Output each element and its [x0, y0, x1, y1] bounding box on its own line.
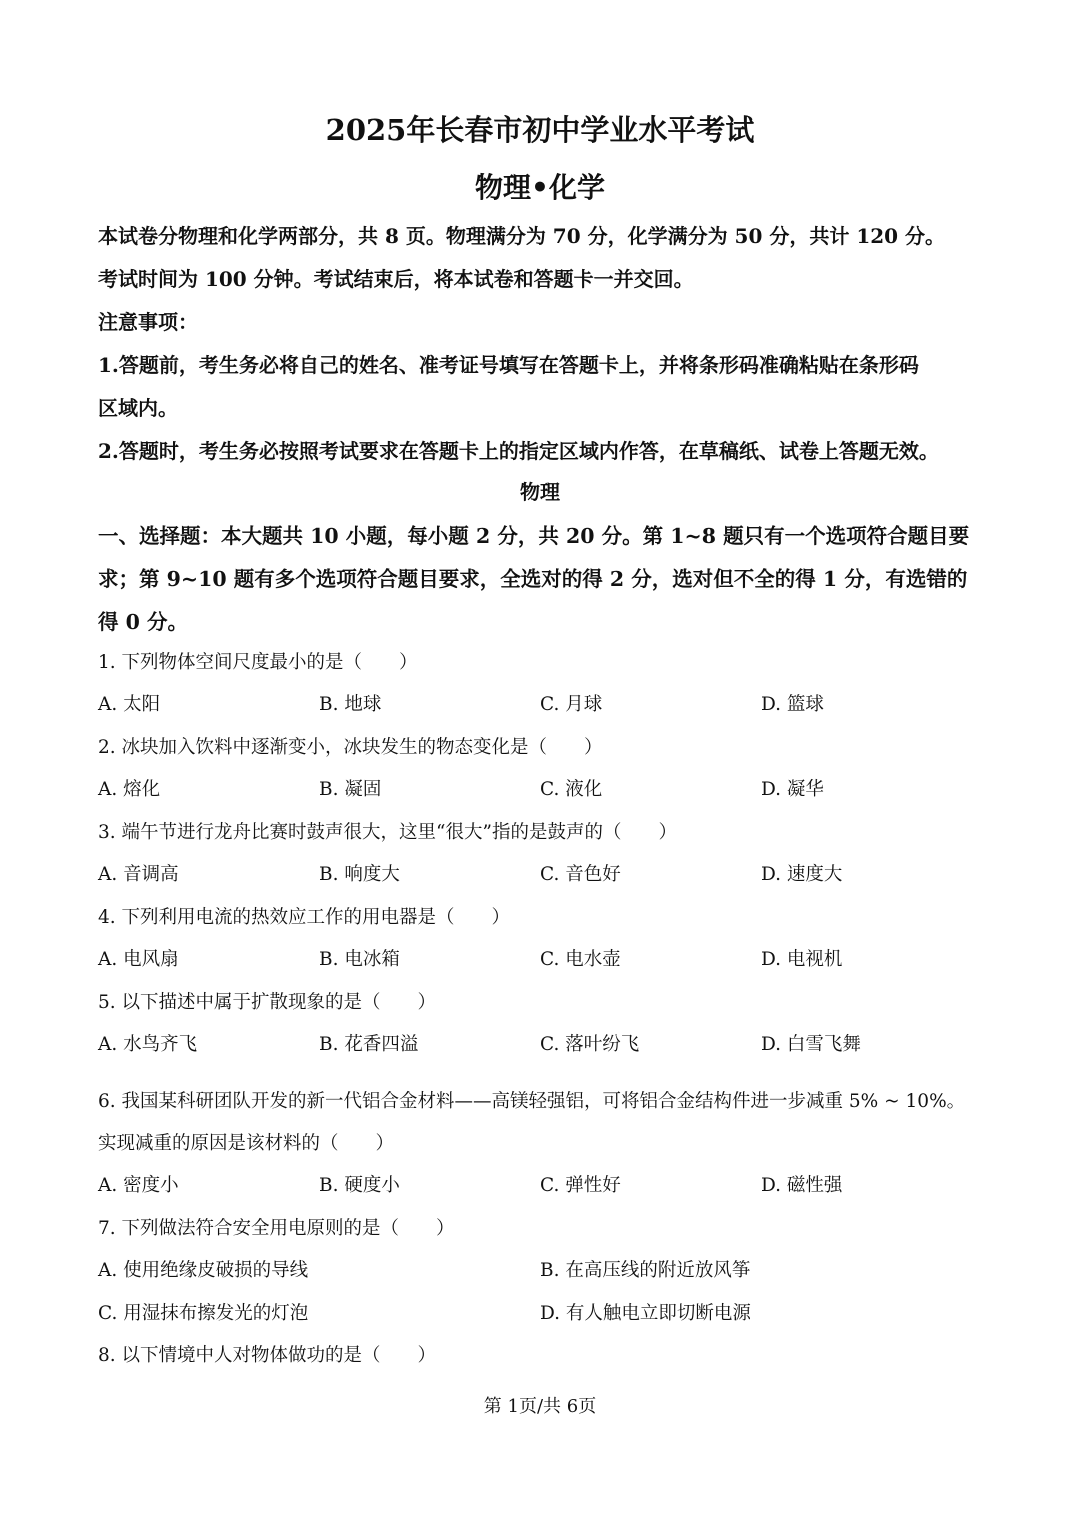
question-5-option-c: C. 落叶纷飞	[540, 1034, 640, 1055]
question-1-stem: 1. 下列物体空间尺度最小的是（ ）	[98, 652, 418, 673]
question-2-option-d: D. 凝华	[761, 779, 824, 800]
question-3-option-a: A. 音调高	[98, 864, 179, 885]
question-1-option-d: D. 篮球	[761, 694, 824, 715]
question-6-stem-line-1: 6. 我国某科研团队开发的新一代铝合金材料——高镁轻强铝，可将铝合金结构件进一步减重 5% ~ 10%。	[98, 1091, 966, 1112]
question-7-stem: 7. 下列做法符合安全用电原则的是（ ）	[98, 1218, 455, 1239]
question-5-option-b: B. 花香四溢	[319, 1034, 419, 1055]
section-heading: 物理	[520, 480, 560, 504]
question-6-option-a: A. 密度小	[98, 1175, 179, 1196]
question-6-stem-line-2: 实现减重的原因是该材料的（ ）	[98, 1133, 395, 1154]
question-4-option-a: A. 电风扇	[98, 949, 179, 970]
notice-2: 2.答题时，考生务必按照考试要求在答题卡上的指定区域内作答，在草稿纸、试卷上答题无效。	[98, 439, 939, 463]
question-5-option-d: D. 白雪飞舞	[761, 1034, 861, 1055]
notice-heading: 注意事项：	[98, 310, 198, 334]
question-3-option-d: D. 速度大	[761, 864, 843, 885]
question-3-option-b: B. 响度大	[319, 864, 400, 885]
question-7-option-c: C. 用湿抹布擦发光的灯泡	[98, 1303, 309, 1324]
question-1-option-b: B. 地球	[319, 694, 382, 715]
notice-1-line-1: 1.答题前，考生务必将自己的姓名、准考证号填写在答题卡上，并将条形码准确粘贴在条形码	[98, 353, 919, 377]
question-7-option-d: D. 有人触电立即切断电源	[540, 1303, 751, 1324]
exam-title: 2025年长春市初中学业水平考试	[325, 113, 755, 147]
question-3-option-c: C. 音色好	[540, 864, 621, 885]
notice-1-line-2: 区域内。	[98, 396, 178, 420]
question-7-option-a: A. 使用绝缘皮破损的导线	[98, 1260, 309, 1281]
part-1-instructions-line-3: 得 0 分。	[98, 610, 189, 634]
question-4-option-d: D. 电视机	[761, 949, 843, 970]
question-1-option-c: C. 月球	[540, 694, 603, 715]
question-4-stem: 4. 下列利用电流的热效应工作的用电器是（ ）	[98, 907, 511, 928]
intro-line-1: 本试卷分物理和化学两部分，共 8 页。物理满分为 70 分，化学满分为 50 分，共计 120 分。	[98, 224, 946, 248]
question-6-option-c: C. 弹性好	[540, 1175, 621, 1196]
page-number: 第 1页/共 6页	[483, 1396, 597, 1417]
question-1-option-a: A. 太阳	[98, 694, 161, 715]
question-4-option-b: B. 电冰箱	[319, 949, 400, 970]
question-3-stem: 3. 端午节进行龙舟比赛时鼓声很大，这里“很大”指的是鼓声的（ ）	[98, 822, 677, 843]
question-7-option-b: B. 在高压线的附近放风筝	[540, 1260, 751, 1281]
question-6-option-b: B. 硬度小	[319, 1175, 400, 1196]
question-2-option-c: C. 液化	[540, 779, 603, 800]
exam-subtitle: 物理•化学	[475, 171, 605, 204]
question-8-stem: 8. 以下情境中人对物体做功的是（ ）	[98, 1345, 437, 1366]
part-1-instructions-line-2: 求；第 9~10 题有多个选项符合题目要求，全选对的得 2 分，选对但不全的得 1 分，有选错的	[98, 567, 968, 591]
question-4-option-c: C. 电水壶	[540, 949, 621, 970]
question-6-option-d: D. 磁性强	[761, 1175, 843, 1196]
question-5-stem: 5. 以下描述中属于扩散现象的是（ ）	[98, 992, 437, 1013]
question-2-stem: 2. 冰块加入饮料中逐渐变小，冰块发生的物态变化是（ ）	[98, 737, 603, 758]
question-2-option-a: A. 熔化	[98, 779, 161, 800]
question-5-option-a: A. 水鸟齐飞	[98, 1034, 198, 1055]
question-2-option-b: B. 凝固	[319, 779, 382, 800]
intro-line-2: 考试时间为 100 分钟。考试结束后，将本试卷和答题卡一并交回。	[98, 267, 694, 291]
part-1-instructions-line-1: 一、选择题：本大题共 10 小题，每小题 2 分，共 20 分。第 1~8 题只有一个选项符合题目要	[98, 524, 970, 548]
